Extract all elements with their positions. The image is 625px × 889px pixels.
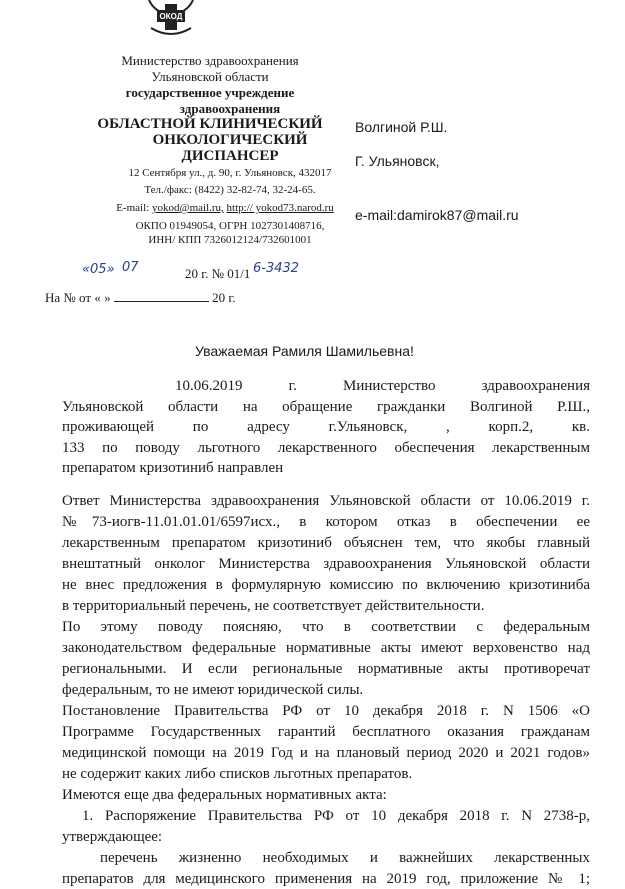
handwritten-number: 6-3432 (253, 261, 300, 276)
email-label: E-mail: (116, 202, 150, 214)
body-line: федеральным, то не имеют юридической силы. (62, 682, 364, 698)
institution-line-1: государственное учреждение (125, 85, 295, 100)
body-line: медицинской помощи на 2019 Год и на плановый период 2020 и 2021 годов» (62, 745, 590, 761)
org-name-2: ОНКОЛОГИЧЕСКИЙ (152, 132, 308, 148)
ministry-line-2: Ульяновской области (151, 69, 269, 84)
recipient-city: Г. Ульяновск, (355, 153, 440, 169)
date-number: 20 г. № 01/1 (185, 266, 251, 281)
reference-year: 20 г. (212, 290, 236, 305)
date-day-value: 05 (90, 262, 107, 277)
body-line: не внес предложения в формулярную комиссию по включению кризотиниба (62, 577, 590, 593)
body-line: Постановление Правительства РФ от 10 декабря 2018 г. N 1506 «О (62, 703, 590, 719)
recipient-email: e-mail:damirok87@mail.ru (355, 207, 519, 223)
body-line: препаратов для медицинского применения на 2019 год, приложение № 1; (62, 871, 590, 887)
contacts (100, 201, 350, 215)
org-name-1: ОБЛАСТНОЙ КЛИНИЧЕСКИЙ (97, 116, 323, 132)
body-line: лекарственным препаратом кризотиниб объяснен тем, что якобы главный (62, 535, 590, 551)
body-line: 133 по поводу льготного лекарственного обеспечения лекарственным (62, 440, 590, 456)
logo (143, 0, 199, 42)
recipient-name: Волгиной Р.Ш. (355, 119, 448, 135)
body-line: региональными. И если региональные нормативные акты противоречат (62, 661, 590, 677)
body-line: Ульяновской области на обращение гражданки Волгиной Р.Ш., (62, 399, 590, 415)
address: 12 Сентября ул., д. 90, г. Ульяновск, 432017 (128, 167, 332, 179)
okpo: ОКПО 01949054, ОГРН 1027301408716, (135, 220, 325, 232)
date-day: «05» (82, 262, 115, 277)
body-line: 10.06.2019 г. Министерство здравоохранения (175, 378, 590, 394)
body-line: препаратом кризотиниб направлен (62, 460, 284, 476)
body-line: законодательством федеральные нормативные акты имеют верховенство над (62, 640, 590, 656)
body-line: перечень жизненно необходимых и важнейших лекарственных (100, 850, 590, 866)
body-line: не содержит каких либо списков льготных препаратов. (62, 766, 413, 782)
date-month: 07 (122, 260, 139, 275)
site-link[interactable]: http:// yokod73.narod.ru (226, 202, 334, 214)
phone: Тел./факс: (8422) 32-82-74, 32-24-65. (144, 184, 316, 196)
body-line: Ответ Министерства здравоохранения Ульяновской области от 10.06.2019 г. (62, 493, 590, 509)
body-line: утверждающее: (62, 829, 163, 845)
body-line: внештатный онколог Министерства здравоохранения Ульяновской области (62, 556, 590, 572)
greeting: Уважаемая Рамиля Шамильевна! (195, 343, 414, 359)
reference-blank (114, 289, 209, 302)
list-item: 1. Распоряжение Правительства РФ от 10 декабря 2018 г. N 2738-р, (82, 808, 590, 824)
body-line: в территориальный перечень, не соответствует действительности. (62, 598, 485, 614)
body-line: №73-иогв-11.01.01.01/6597исх., в котором отказ в обеспечении ее (62, 514, 590, 530)
reference-prefix: На № от « » (45, 290, 111, 305)
body-line: Имеются еще два федеральных нормативных акта: (62, 787, 387, 803)
ministry-line-1: Министерство здравоохранения (121, 53, 299, 68)
body-line: Программе Государственных гарантий бесплатного оказания гражданам (62, 724, 590, 740)
org-name-3: ДИСПАНСЕР (181, 148, 279, 164)
institution-line-2: здравоохранения (179, 101, 281, 116)
inn: ИНН/ КПП 7326012124/732601001 (148, 234, 312, 246)
svg-text:ОКОД: ОКОД (159, 12, 183, 21)
body-line: проживающей по адресу г.Ульяновск, , корп.2, кв. (62, 419, 590, 435)
email-link[interactable]: yokod@mail.ru, (151, 202, 224, 214)
reference-line (45, 289, 235, 306)
body-line: По этому поводу поясняю, что в соответствии с федеральным (62, 619, 590, 635)
